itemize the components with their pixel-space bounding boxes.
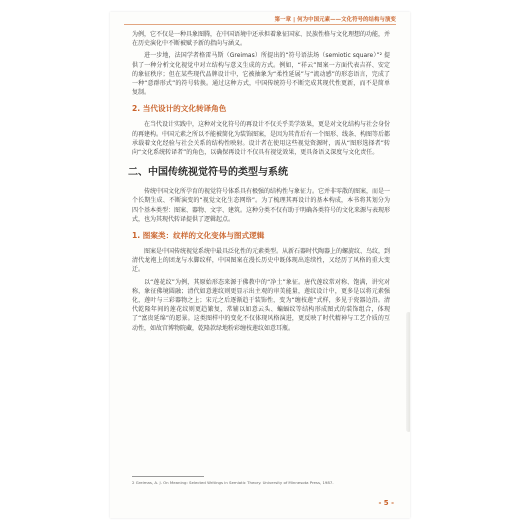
body-content (128, 30, 391, 336)
document-page (110, 12, 410, 518)
chapter-section-heading: 二、中国传统视觉符号的类型与系统 (128, 167, 288, 179)
section-heading-cultural-translation: 2. 当代设计的文化转译角色 (132, 104, 227, 114)
section-heading-pattern-type: 1. 图案类：纹样的文化变体与图式逻辑 (132, 231, 265, 241)
page-number: - 5 - (378, 499, 394, 507)
paragraph-6: 以“莲花纹”为例，其原始形态来源于佛教中的“净土”象征。唐代莲纹常对称、饱满，讲究对称，象征佛境圆融；清代如意莲纹则更显示出主观的审美能量，莲纹设计中，更多是以将元素强化，莲叶与三彩器物之上；宋元之后逐渐趋于装饰性，变为“缠枝莲”式样，多见于瓷器边沿。清代乾隆年间的莲花纹则更趋繁复，常辅以如意云头、蝙蝠纹等结构形成图式的装饰组合，体现了“富贵延绵”的愿景。这类图样中的变化不仅体现风格演进，更反映了时代精神与工艺介质的互动性，如故宫博物院藏，乾隆款绿地粉彩缠枝莲纹如意耳瓶。 (132, 278, 390, 332)
page-edge-shadow (406, 312, 410, 432)
paragraph-2: 进一步地，法国学者格雷马斯（Greimas）所提出的“符号语法场（semiotic square）”² 提供了一种分析文化视觉中对立结构与意义生成的方式。例如，“祥云”图案一方面代表吉祥、安定的象征秩序；但在某些现代品牌设计中，它被抽象为“柔性延展”与“流动感”的形态语言，完成了一种“意群形式”的符号转换。通过这种方式，中国传统符号不断完成其现代性更新，而不是简单复制。 (132, 52, 390, 97)
footnote: 2 Greimas, A. J. On Meaning: Selected Writings in Semiotic Theory. University of Minnesota Press, 1987. (132, 480, 334, 485)
footnote-rule (132, 476, 204, 477)
paragraph-3: 在当代设计实践中，这种对文化符号的再设计不仅关乎美学效果，更是对文化结构与社会身份的再建构。中国元素之所以不能被简化为装饰图案，是因为其背后有一个图形、线条、构图等后都承载着文化经验与社会关系的结构性映射。设计者在使用这些视觉资源时，需从“图形选择者”转向“文化系统转译者”的角色，以确保再设计不仅具有视觉效果，更具备语义深度与文化责任。 (132, 121, 391, 157)
running-header (110, 12, 410, 25)
paragraph-4: 传统中国文化所孕育的视觉符号体系具有极强的结构性与象征力。它并非零散的图案，而是一个长期生成、不断演变的“视觉文化生态网络”。为了梳理其再设计的基本构成，本书将其划分为四个基本类型：图案、器物、文字、建筑。这种分类不仅有助于明确各类符号的文化来源与表现形式，也为其现代转译提供了逻辑起点。 (132, 188, 391, 223)
paragraph-5: 图案是中国传统视觉系统中最具泛化性的元素类型。从新石器时代陶器上的螺旋纹、鸟纹，到清代龙袍上的团龙与水脚纹样，中国图案在漫长历史中既体现出连续性，又经历了风格的重大变迁。 (132, 248, 391, 274)
header-rule (124, 24, 396, 25)
paragraph-1: 为例，它不仅是一种具象图腾，在中国语境中还承担着象征国家、民族性格与文化理想的功能，并在历史演化中不断被赋予新的指向与涵义。 (132, 31, 391, 48)
running-title: 第一章 | 何为中国元素——文化符号的结构与演变 (274, 17, 396, 23)
